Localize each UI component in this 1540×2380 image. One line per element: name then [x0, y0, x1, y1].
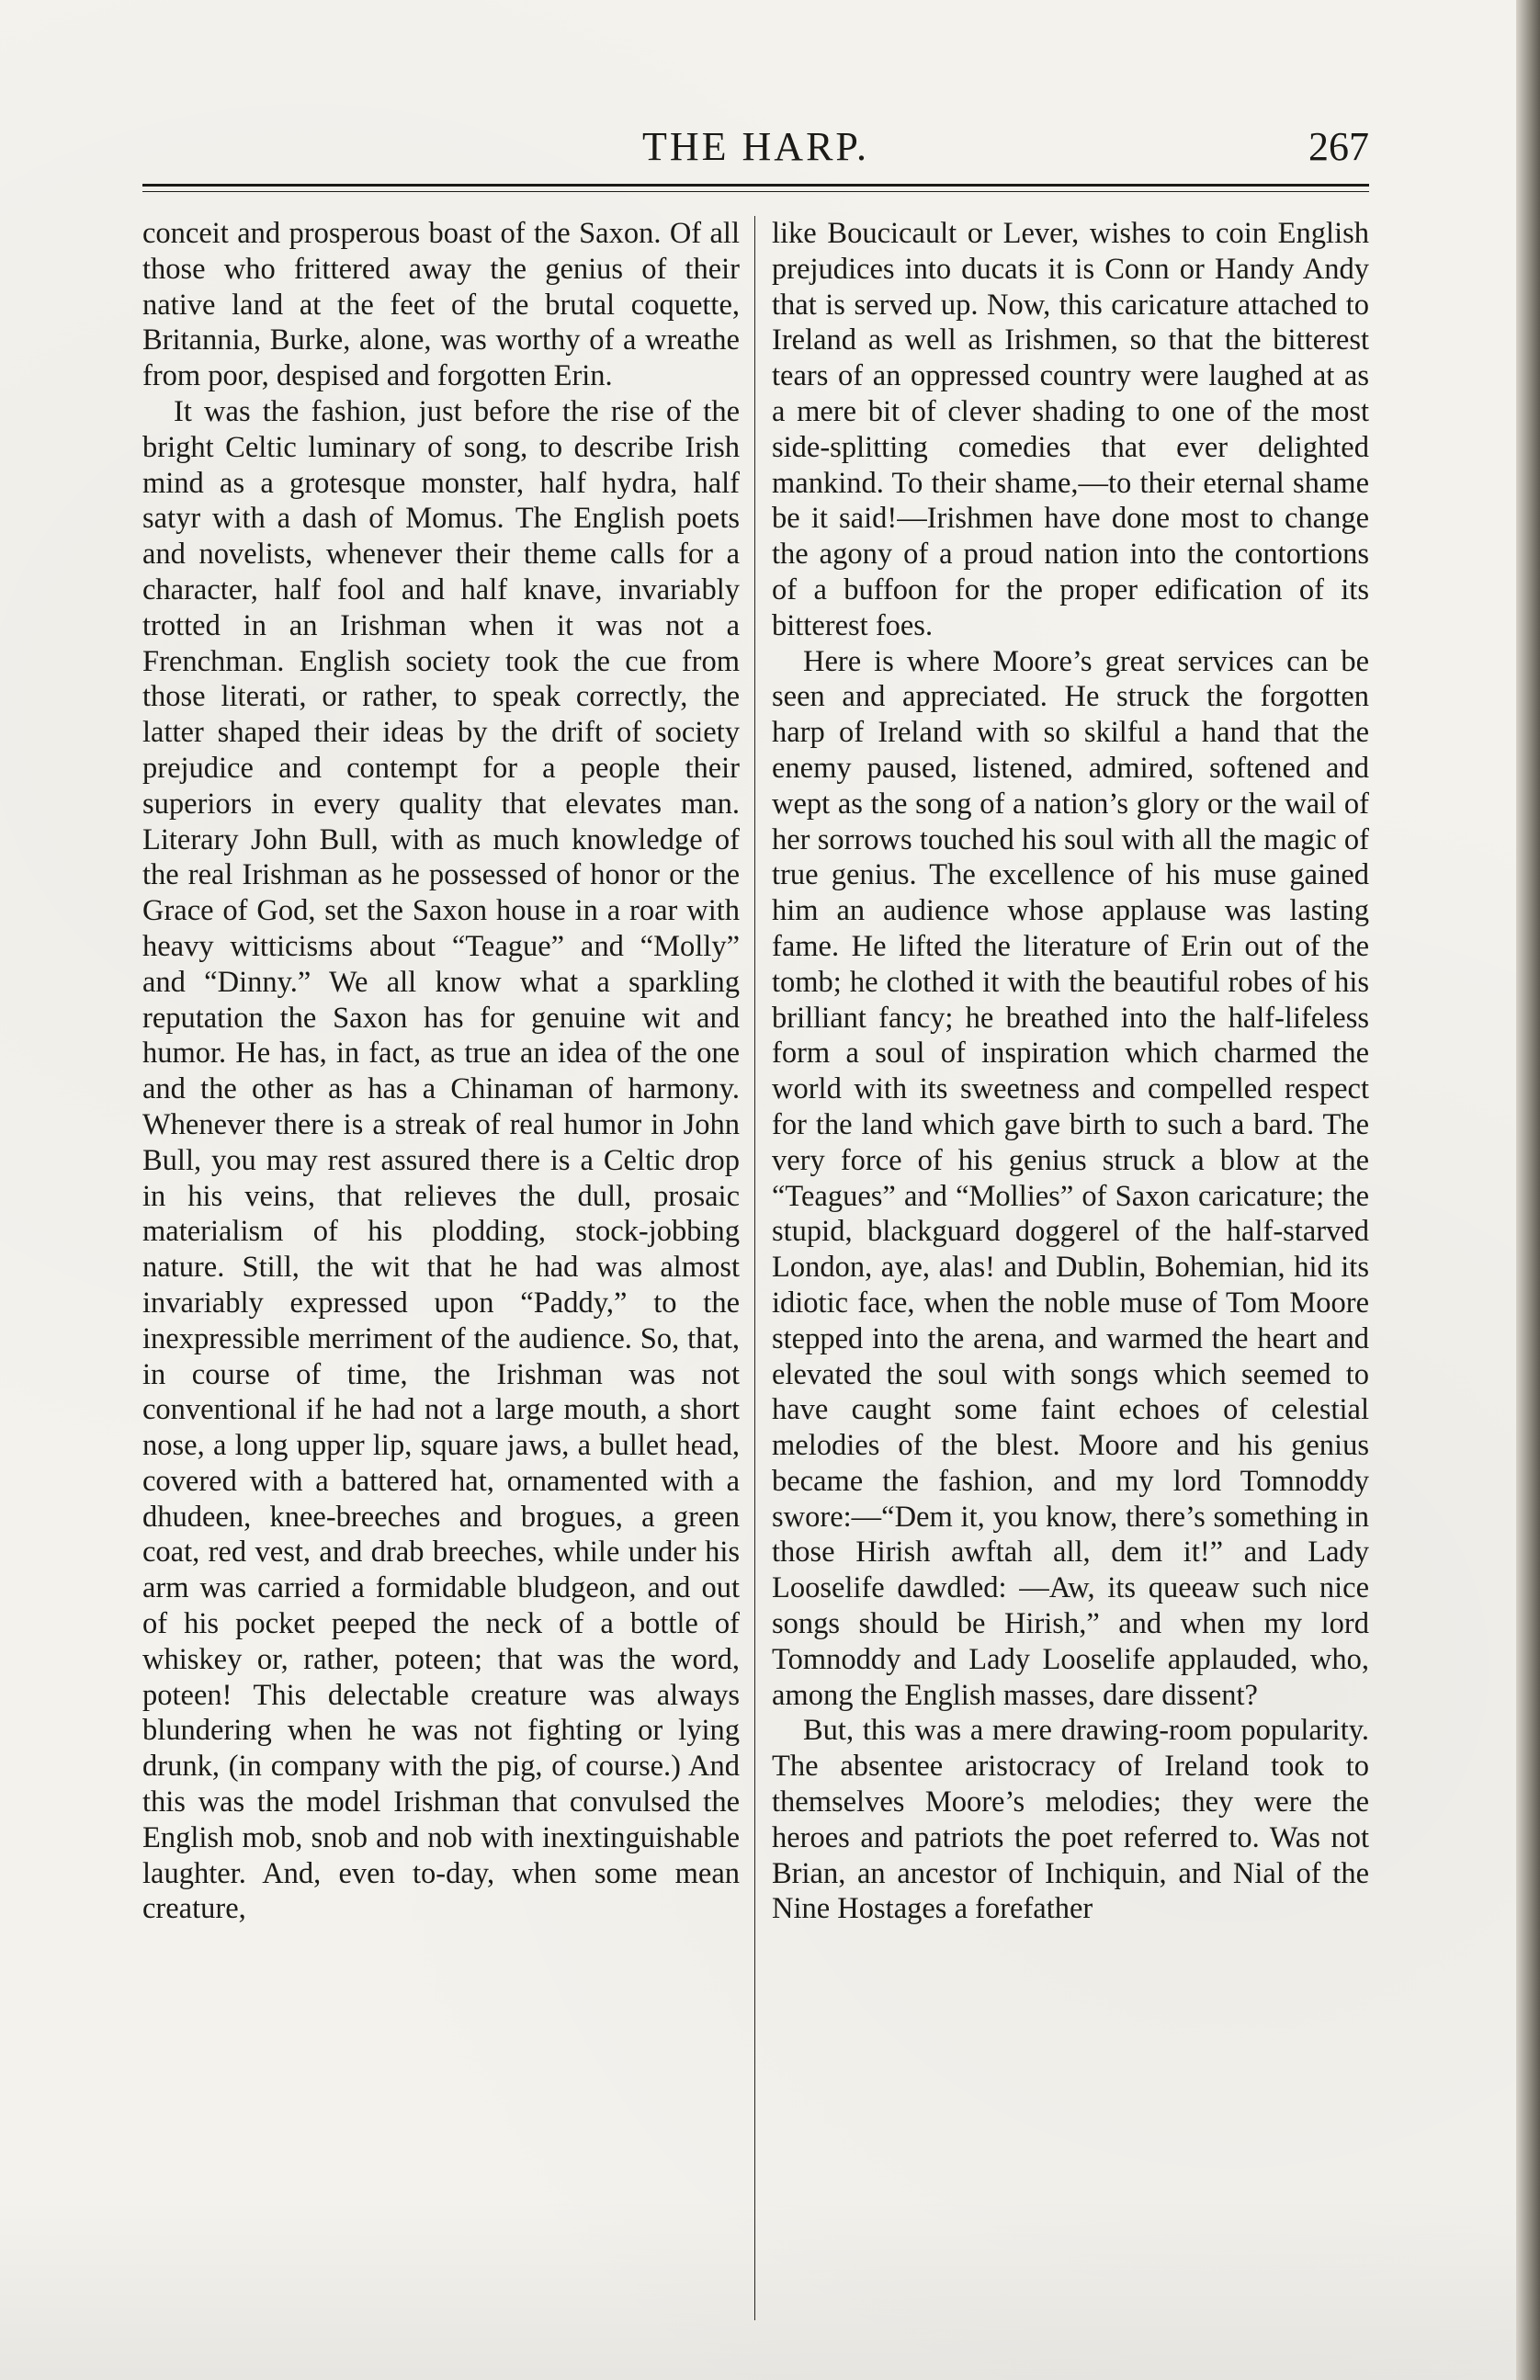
right-column	[772, 216, 1369, 1927]
header-rule-thin	[142, 191, 1369, 192]
paragraph: Here is where Moore’s great services can be seen and appreciated. He struck the forgotten harp of Ireland with so skilful a hand that the enemy paused, listened, admired, softened and wept as the song of a nation’s glory or the wail of her sorrows touched his soul with all the magic of true genius. The excellence of his muse gained him an audience whose applause was lasting fame. He lifted the literature of Erin out of the tomb; he clothed it with the beautiful robes of his brilliant fancy; he breathed into the half-lifeless form a soul of inspiration which charmed the world with its sweetness and compelled respect for the land which gave birth to such a bard. The very force of his genius struck a blow at the “Teagues” and “Mollies” of Saxon caricature; the stupid, blackguard doggerel of the half-starved London, aye, alas! and Dublin, Bohemian, hid its idiotic face, when the noble muse of Tom Moore stepped into the arena, and warmed the heart and elevated the soul with songs which seemed to have caught some faint echoes of celestial melodies of the blest. Moore and his genius became the fashion, and my lord Tomnoddy swore:—“Dem it, you know, there’s something in those Hirish awftah all, dem it!” and Lady Looselife dawdled: —Aw, its queeaw such nice songs should be Hirish,” and when my lord Tomnoddy and Lady Looselife applauded, who, among the English masses, dare dissent?	[772, 644, 1369, 1712]
header-rule-thick	[142, 184, 1369, 187]
paragraph: conceit and prosperous boast of the Saxon. Of all those who frittered away the genius of their native land at the feet of the brutal coquette, Britannia, Burke, alone, was worthy of a wreathe from poor, despised and forgotten Erin.	[142, 217, 740, 393]
left-column	[142, 216, 740, 1927]
running-title: THE HARP.	[641, 124, 870, 169]
paragraph: like Boucicault or Lever, wishes to coin English prejudices into ducats it is Conn or Handy Andy that is served up. Now, this caricature attached to Ireland as well as Irishmen, so that the bitterest tears of an oppressed country were laughed at as a mere bit of clever shading to one of the most side-splitting comedies that ever delighted mankind. To their shame,—to their eternal shame be it said!—Irishmen have done most to change the agony of a proud nation into the contortions of a buffoon for the proper edification of its bitterest foes.	[772, 217, 1369, 642]
paragraph: But, this was a mere drawing-room popularity. The absentee aristocracy of Ireland took to themselves Moore’s melodies; they were the heroes and patriots the poet referred to. Was not Brian, an ancestor of Inchiquin, and Nial of the Nine Hostages a forefather	[772, 1714, 1369, 1926]
page-edge-shadow	[1516, 0, 1540, 2380]
paragraph: It was the fashion, just before the rise of the bright Celtic luminary of song, to describe Irish mind as a grotesque monster, half hydra, half satyr with a dash of Momus. The English poets and novelists, whenever their theme calls for a character, half fool and half knave, invariably trotted in an Irishman when it was not a Frenchman. English society took the cue from those literati, or rather, to speak correctly, the latter shaped their ideas by the drift of society prejudice and contempt for a people their superiors in every quality that elevates man. Literary John Bull, with as much knowledge of the real Irishman as he possessed of honor or the Grace of God, set the Saxon house in a roar with heavy witticisms about “Teague” and “Molly” and “Dinny.” We all know what a sparkling reputation the Saxon has for genuine wit and humor. He has, in fact, as true an idea of the one and the other as has a Chinaman of harmony. Whenever there is a streak of real humor in John Bull, you may rest assured there is a Celtic drop in his veins, that relieves the dull, prosaic materialism of his plodding, stock-jobbing nature. Still, the wit that he had was almost invariably expressed upon “Paddy,” to the inexpressible merriment of the audience. So, that, in course of time, the Irishman was not conventional if he had not a large mouth, a short nose, a long upper lip, square jaws, a bullet head, covered with a battered hat, ornamented with a dhudeen, knee-breeches and brogues, a green coat, red vest, and drab breeches, while under his arm was carried a formidable bludgeon, and out of his pocket peeped the neck of a bottle of whiskey or, rather, poteen; that was the word, poteen! This delectable creature was always blundering when he was not fighting or lying drunk, (in company with the pig, of course.) And this was the model Irishman that convulsed the English mob, snob and nob with inextinguishable laughter. And, even to-day, when some mean creature,	[142, 394, 740, 1926]
running-header	[142, 119, 1369, 175]
text-columns	[142, 216, 1369, 2329]
page-number: 267	[1308, 124, 1369, 169]
column-divider	[754, 216, 755, 2320]
